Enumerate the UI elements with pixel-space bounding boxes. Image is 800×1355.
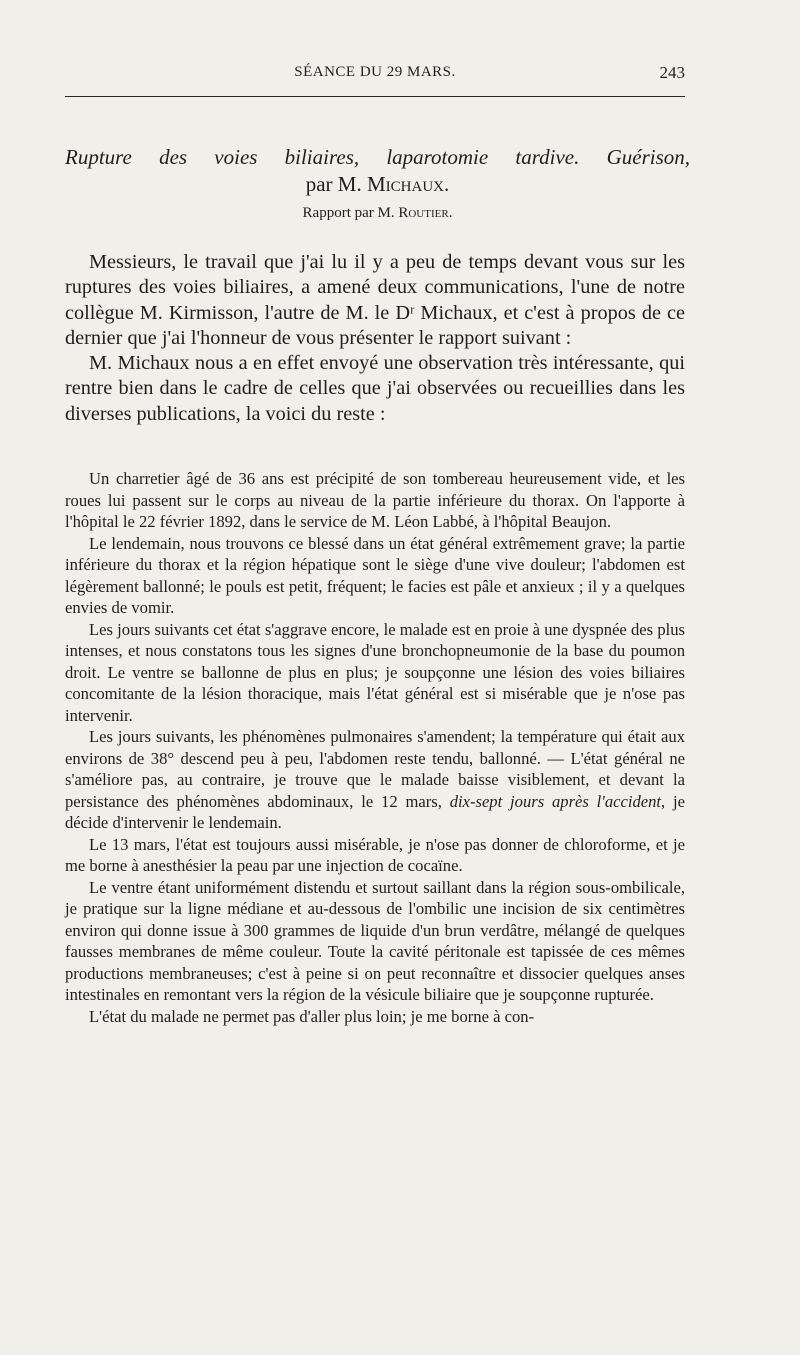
- page-number: 243: [659, 63, 685, 82]
- running-title: SÉANCE DU 29 MARS.: [294, 64, 456, 80]
- main-text: [65, 250, 685, 427]
- paragraph: M. Michaux nous a en effet envoyé une observation très intéressante, qui rentre bien dans le cadre de celles que j'ai observées ou recueillies dans les diverses publications, la voici du reste :: [65, 352, 685, 425]
- observation-paragraph: Un charretier âgé de 36 ans est précipité de son tombereau heureusement vide, et les roues lui passent sur le corps au niveau de la partie inférieure du thorax. On l'apporte à l'hôpital le 22 février 1892, dans le service de M. Léon Labbé, à l'hôpital Beaujon.: [65, 469, 685, 531]
- report-byline: [65, 205, 690, 222]
- reporter-name: Routier.: [398, 205, 453, 221]
- author-name: Michaux.: [366, 172, 450, 196]
- observation-paragraph: Les jours suivants cet état s'aggrave encore, le malade est en proie à une dyspnée des plus intenses, et nous constatons tous les signes d'une bronchopneumonie de la base du poumon droit. Le ventre se ballonne de plus en plus; je soupçonne une lésion des voies biliaires concomitante de la lésion thoracique, mais l'état général est si misérable que je n'ose pas intervenir.: [65, 619, 685, 725]
- observation-paragraph: L'état du malade ne permet pas d'aller plus loin; je me borne à con-: [89, 1006, 535, 1026]
- running-head: [65, 64, 685, 88]
- observation-paragraph: [65, 726, 685, 834]
- paragraph: Messieurs, le travail que j'ai lu il y a peu de temps devant vous sur les ruptures des voies biliaires, a amené deux communications, l'une de notre collègue M. Kirmisson, l'autre de M. le Dʳ Michaux, et c'est à propos de ce dernier que j'ai l'honneur de vous présenter le rapport suivant :: [65, 251, 685, 349]
- header-rule: [65, 96, 685, 97]
- observation-paragraph: Le ventre étant uniformément distendu et surtout saillant dans la région sous-ombilicale, je pratique sur la ligne médiane et au-dessous de l'ombilic une incision de six centimètres environ qui donne issue à 300 grammes de liquide d'un brun verdâtre, mélangé de quelques fausses membranes de même couleur. Toute la cavité péritonale est tapissée de ces mêmes productions membraneuses; c'est à peine si on peut reconnaître et dissocier quelques anses intestinales en remontant vers la région de la vésicule biliaire que je soupçonne rupturée.: [65, 877, 685, 1004]
- p4-end: , je décide d'intervenir le lendemain.: [65, 791, 685, 832]
- observation-text: [65, 468, 685, 1027]
- title-line-2: [65, 171, 690, 198]
- article-title: [65, 144, 690, 198]
- p4-start: Les jours suivants, les phénomènes pulmonaires s'amendent; la température qui était aux environs de 38° descend peu à peu, l'abdomen reste tendu, ballonné. — L'état général ne s'améliore pas, au contraire, je trouve que le malade baisse visiblement, et devant la persistance des phénomènes abdominaux, le 12 mars,: [65, 727, 685, 811]
- report-prefix: Rapport par M.: [302, 205, 399, 221]
- p4-italic: dix-sept jours après l'accident: [449, 791, 662, 811]
- title-line-1: Rupture des voies biliaires, laparotomie tardive. Guérison,: [65, 145, 690, 169]
- title-by: par M.: [305, 172, 367, 196]
- observation-paragraph: Le 13 mars, l'état est toujours aussi misérable, je n'ose pas donner de chloroforme, et je me borne à anesthésier la peau par une injection de cocaïne.: [65, 834, 685, 875]
- observation-paragraph: Le lendemain, nous trouvons ce blessé dans un état général extrêmement grave; la partie inférieure du thorax et la région hépatique sont le siège d'une vive douleur; l'abdomen est légèrement ballonné; le pouls est petit, fréquent; le facies est pâle et anxieux ; il y a quelques envies de vomir.: [65, 533, 685, 617]
